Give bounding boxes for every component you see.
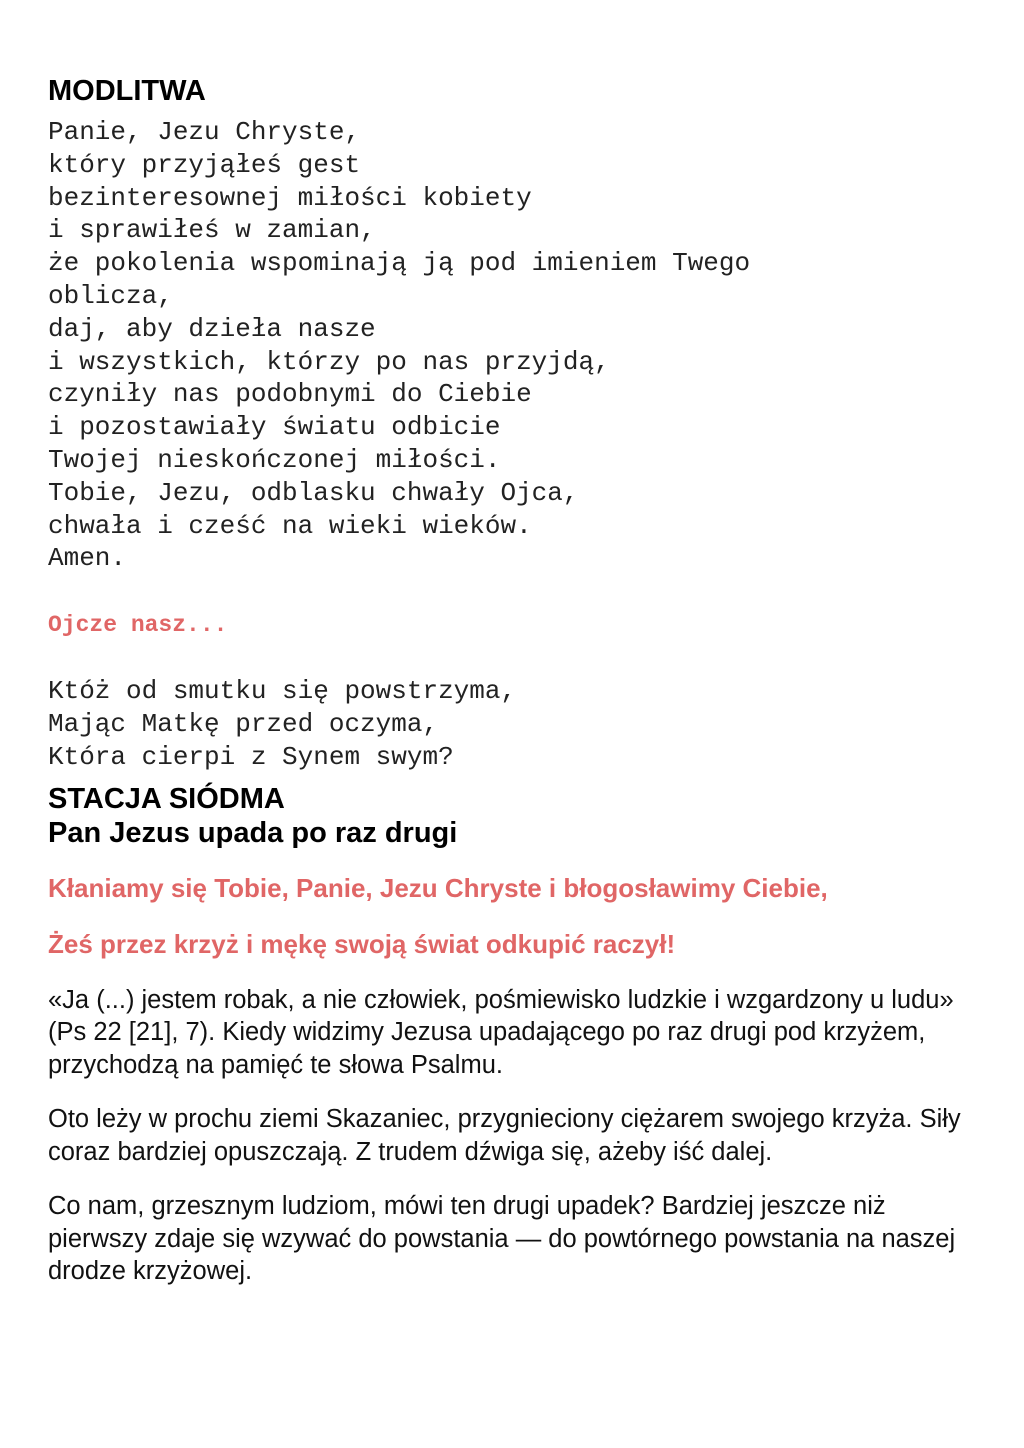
prayer-heading: MODLITWA — [48, 75, 206, 107]
prayer-line: oblicza, — [48, 280, 173, 311]
hymn-line: Któż od smutku się powstrzyma, — [48, 676, 517, 707]
station-title: STACJA SIÓDMA — [48, 782, 285, 815]
prayer-line: który przyjąłeś gest — [48, 149, 361, 180]
meditation-paragraph: Oto leży w prochu ziemi Skazaniec, przygnieciony ciężarem swojego krzyża. Siły coraz bardziej opuszczają. Z trudem dźwiga się, ażeby iść dalej. — [48, 1105, 961, 1166]
meditation-paragraph: «Ja (...) jestem robak, a nie człowiek, pośmiewisko ludzkie i wzgardzony u ludu» (Ps 22 [21], 7). Kiedy widzimy Jezusa upadającego po raz drugi pod krzyżem, przychodzą na pamięć te słowa Psalmu. — [48, 985, 954, 1079]
prayer-line: chwała i cześć na wieki wieków. — [48, 510, 532, 541]
meditation-paragraph: Co nam, grzesznym ludziom, mówi ten drugi upadek? Bardziej jeszcze niż pierwszy zdaje się wzywać do powstania — do powtórnego powstania na naszej drodze krzyżowej. — [48, 1192, 956, 1286]
prayer-line: daj, aby dzieła nasze — [48, 313, 376, 344]
prayer-line: że pokolenia wspominają ją pod imieniem Twego — [48, 248, 751, 279]
prayer-line: Tobie, Jezu, odblasku chwały Ojca, — [48, 477, 579, 508]
prayer-line: Amen. — [48, 543, 127, 574]
hymn-stanza — [48, 675, 988, 773]
prayer-line: Twojej nieskończonej miłości. — [48, 444, 501, 475]
prayer-line: Panie, Jezu Chryste, — [48, 117, 361, 147]
hymn-line: Mając Matkę przed oczyma, — [48, 708, 439, 739]
prayer-line: i sprawiłeś w zamian, — [48, 215, 376, 246]
document-page — [48, 74, 988, 1288]
acclamation-line-1: Kłaniamy się Tobie, Panie, Jezu Chryste i błogosławimy Ciebie, — [48, 872, 828, 903]
hymn-line: Która cierpi z Synem swym? — [48, 741, 454, 772]
prayer-line: bezinteresownej miłości kobiety — [48, 182, 532, 213]
acclamation-line-2: Żeś przez krzyż i mękę swoją świat odkupić raczył! — [48, 928, 676, 959]
station-subtitle: Pan Jezus upada po raz drugi — [48, 816, 458, 849]
prayer-line: czyniły nas podobnymi do Ciebie — [48, 379, 532, 410]
prayer-line: i pozostawiały światu odbicie — [48, 412, 501, 443]
our-father-cue: Ojcze nasz... — [48, 612, 228, 639]
prayer-text — [48, 116, 988, 575]
prayer-line: i wszystkich, którzy po nas przyjdą, — [48, 346, 610, 377]
